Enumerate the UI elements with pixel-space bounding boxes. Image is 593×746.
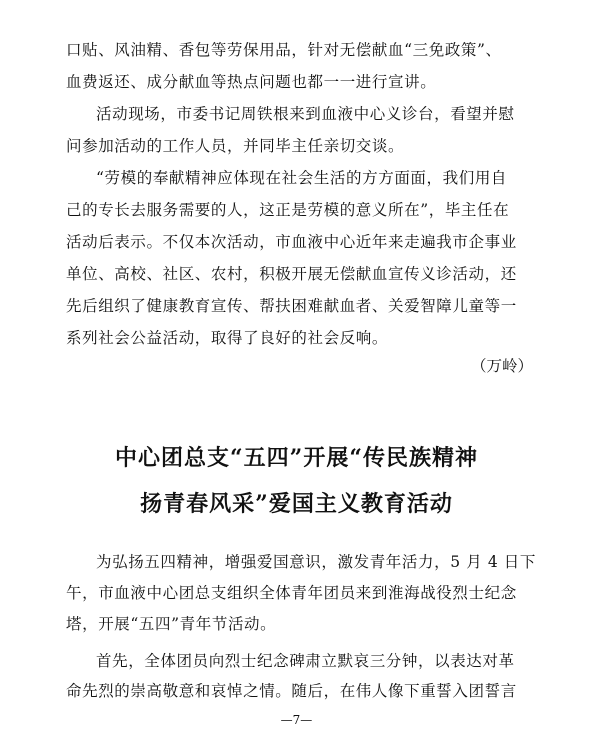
paragraph-line: 血费返还、成分献血等热点问题也都一一进行宣讲。 (66, 73, 437, 91)
author-signature: （万岭） (470, 357, 533, 375)
paragraph-line: 系列社会公益活动，取得了良好的社会反响。 (66, 329, 389, 347)
paragraph-line: 单位、高校、社区、农村，积极开展无偿献血宣传义诊活动，还 (66, 265, 517, 283)
paragraph-line: 为弘扬五四精神，增强爱国意识，激发青年活力，5 月 4 日下 (96, 553, 537, 571)
article-title-line2: 扬青春风采”爱国主义教育活动 (140, 491, 453, 517)
paragraph-line: 命先烈的崇高敬意和哀悼之情。随后，在伟人像下重誓入团誓言 (66, 682, 517, 700)
paragraph-line: “劳模的奉献精神应体现在社会生活的方方面面，我们用自 (96, 169, 508, 187)
paragraph-line: 首先，全体团员向烈士纪念碑肃立默哀三分钟，以表达对革 (96, 652, 515, 670)
paragraph-line: 先后组织了健康教育宣传、帮扶困难献血者、关爱智障儿童等一 (66, 297, 517, 315)
paragraph-line: 口贴、风油精、香包等劳保用品，针对无偿献血“三免政策”、 (66, 41, 502, 59)
paragraph-line: 活动现场，市委书记周铁根来到血液中心义诊台，看望并慰 (96, 105, 515, 123)
paragraph-line: 己的专长去服务需要的人，这正是劳模的意义所在”，毕主任在 (66, 201, 510, 219)
article-title-line1: 中心团总支“五四”开展“传民族精神 (115, 445, 478, 471)
paragraph-line: 问参加活动的工作人员，并同毕主任亲切交谈。 (66, 137, 405, 155)
page-number: —7— (280, 713, 313, 727)
paragraph-line: 活动后表示。不仅本次活动，市血液中心近年来走遍我市企事业 (66, 233, 517, 251)
paragraph-line: 塔，开展“五四”青年节活动。 (66, 615, 277, 633)
paragraph-line: 午，市血液中心团总支组织全体青年团员来到淮海战役烈士纪念 (66, 584, 517, 602)
